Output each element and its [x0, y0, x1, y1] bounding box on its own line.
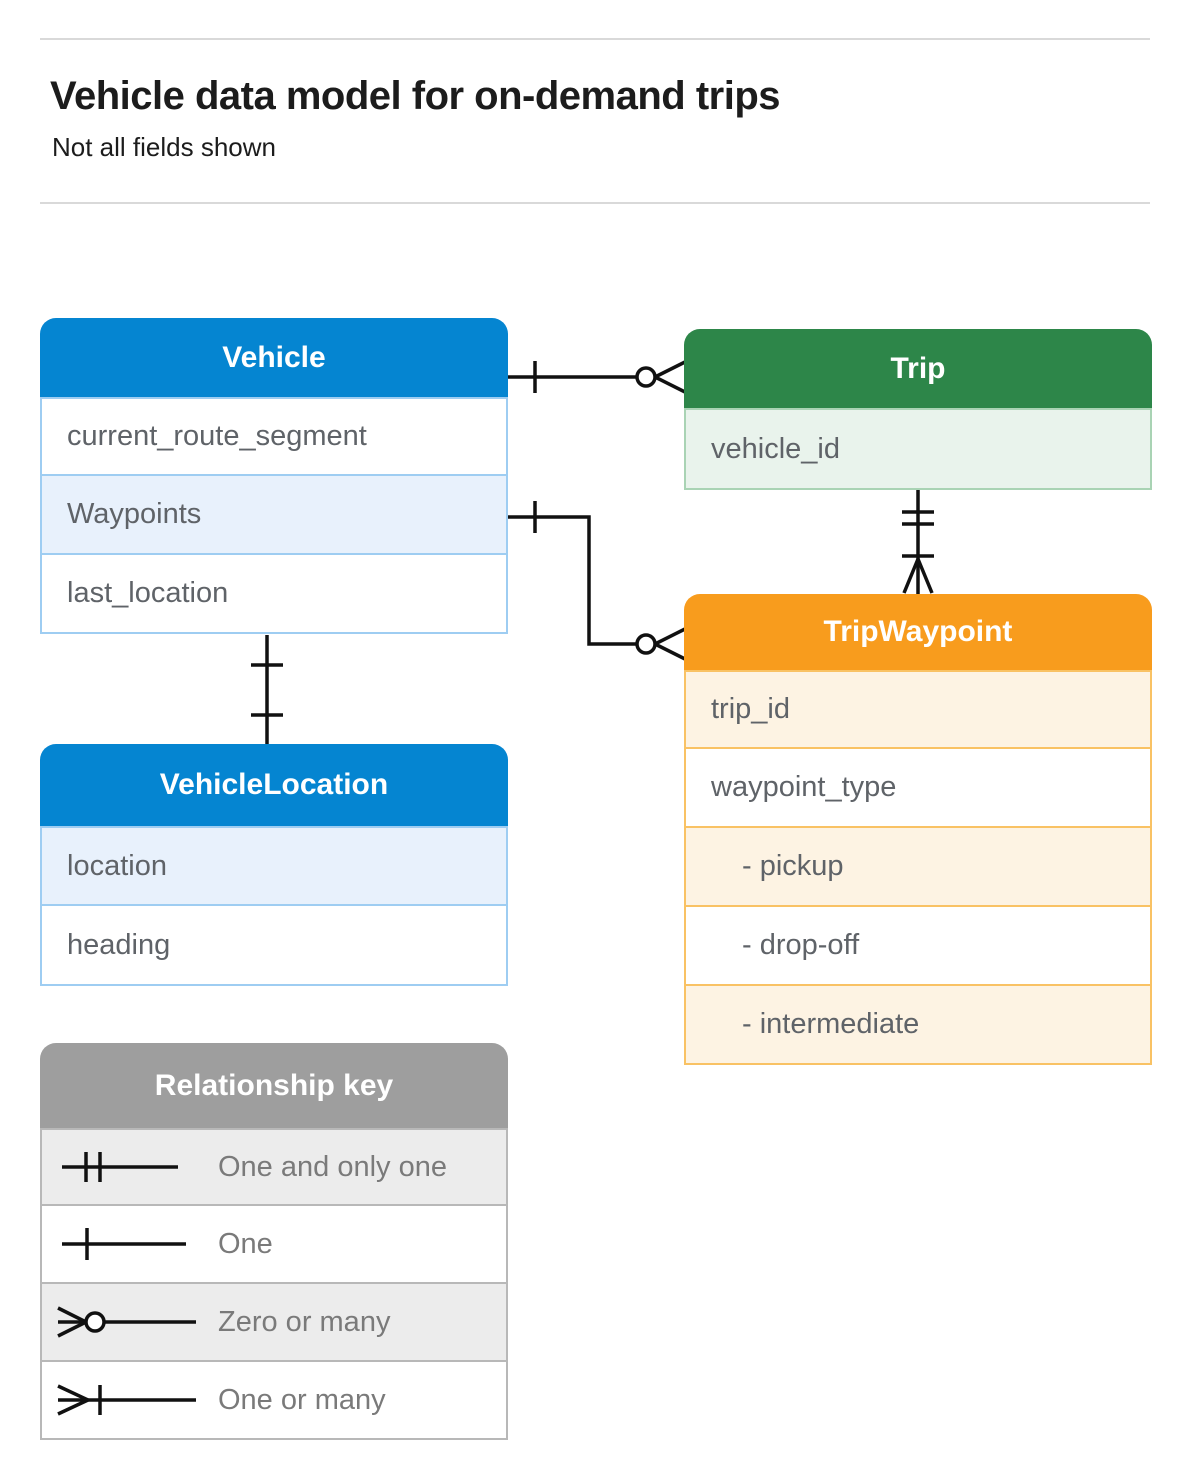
one-or-many-icon [56, 1372, 206, 1428]
vehicle-row-current-route-segment: current_route_segment [40, 397, 508, 476]
tripwaypoint-row-drop-off: - drop-off [684, 907, 1152, 986]
tripwaypoint-row-intermediate: - intermediate [684, 986, 1152, 1065]
one-icon [56, 1216, 206, 1272]
relationship-key-header: Relationship key [40, 1043, 508, 1128]
one-and-only-one-icon [56, 1139, 206, 1195]
legend-label: One and only one [218, 1150, 447, 1183]
entity-vehicle-location-header: VehicleLocation [40, 744, 508, 826]
vehiclelocation-row-heading: heading [40, 906, 508, 986]
entity-vehicle [40, 318, 508, 634]
vehicle-row-last-location: last_location [40, 555, 508, 634]
legend-label: One [218, 1227, 273, 1260]
entity-trip [684, 329, 1152, 490]
legend-row-zero-or-many [40, 1284, 508, 1362]
legend-label: One or many [218, 1383, 386, 1416]
entity-vehicle-header: Vehicle [40, 318, 508, 397]
relationship-key [40, 1043, 508, 1440]
trip-row-vehicle-id: vehicle_id [684, 408, 1152, 490]
entity-vehicle-location [40, 744, 508, 986]
entity-trip-waypoint-header: TripWaypoint [684, 594, 1152, 670]
zero-or-many-icon [56, 1294, 206, 1350]
tripwaypoint-row-trip-id: trip_id [684, 670, 1152, 749]
vehiclelocation-row-location: location [40, 826, 508, 906]
tripwaypoint-row-waypoint-type: waypoint_type [684, 749, 1152, 828]
vehicle-trip-connector [508, 361, 685, 393]
legend-row-one-and-only-one [40, 1128, 508, 1206]
trip-tripwaypoint-connector [902, 490, 934, 594]
legend-row-one-or-many [40, 1362, 508, 1440]
legend-label: Zero or many [218, 1305, 391, 1338]
page-subtitle: Not all fields shown [52, 132, 276, 162]
header-divider [40, 202, 1150, 204]
entity-trip-waypoint [684, 594, 1152, 1065]
entity-trip-header: Trip [684, 329, 1152, 408]
tripwaypoint-row-pickup: - pickup [684, 828, 1152, 907]
page-title: Vehicle data model for on-demand trips [50, 74, 781, 118]
top-divider [40, 38, 1150, 40]
legend-row-one [40, 1206, 508, 1284]
vehicle-row-waypoints: Waypoints [40, 476, 508, 555]
waypoints-tripwaypoint-connector [508, 501, 685, 659]
vehicle-vehiclelocation-connector [251, 635, 283, 744]
